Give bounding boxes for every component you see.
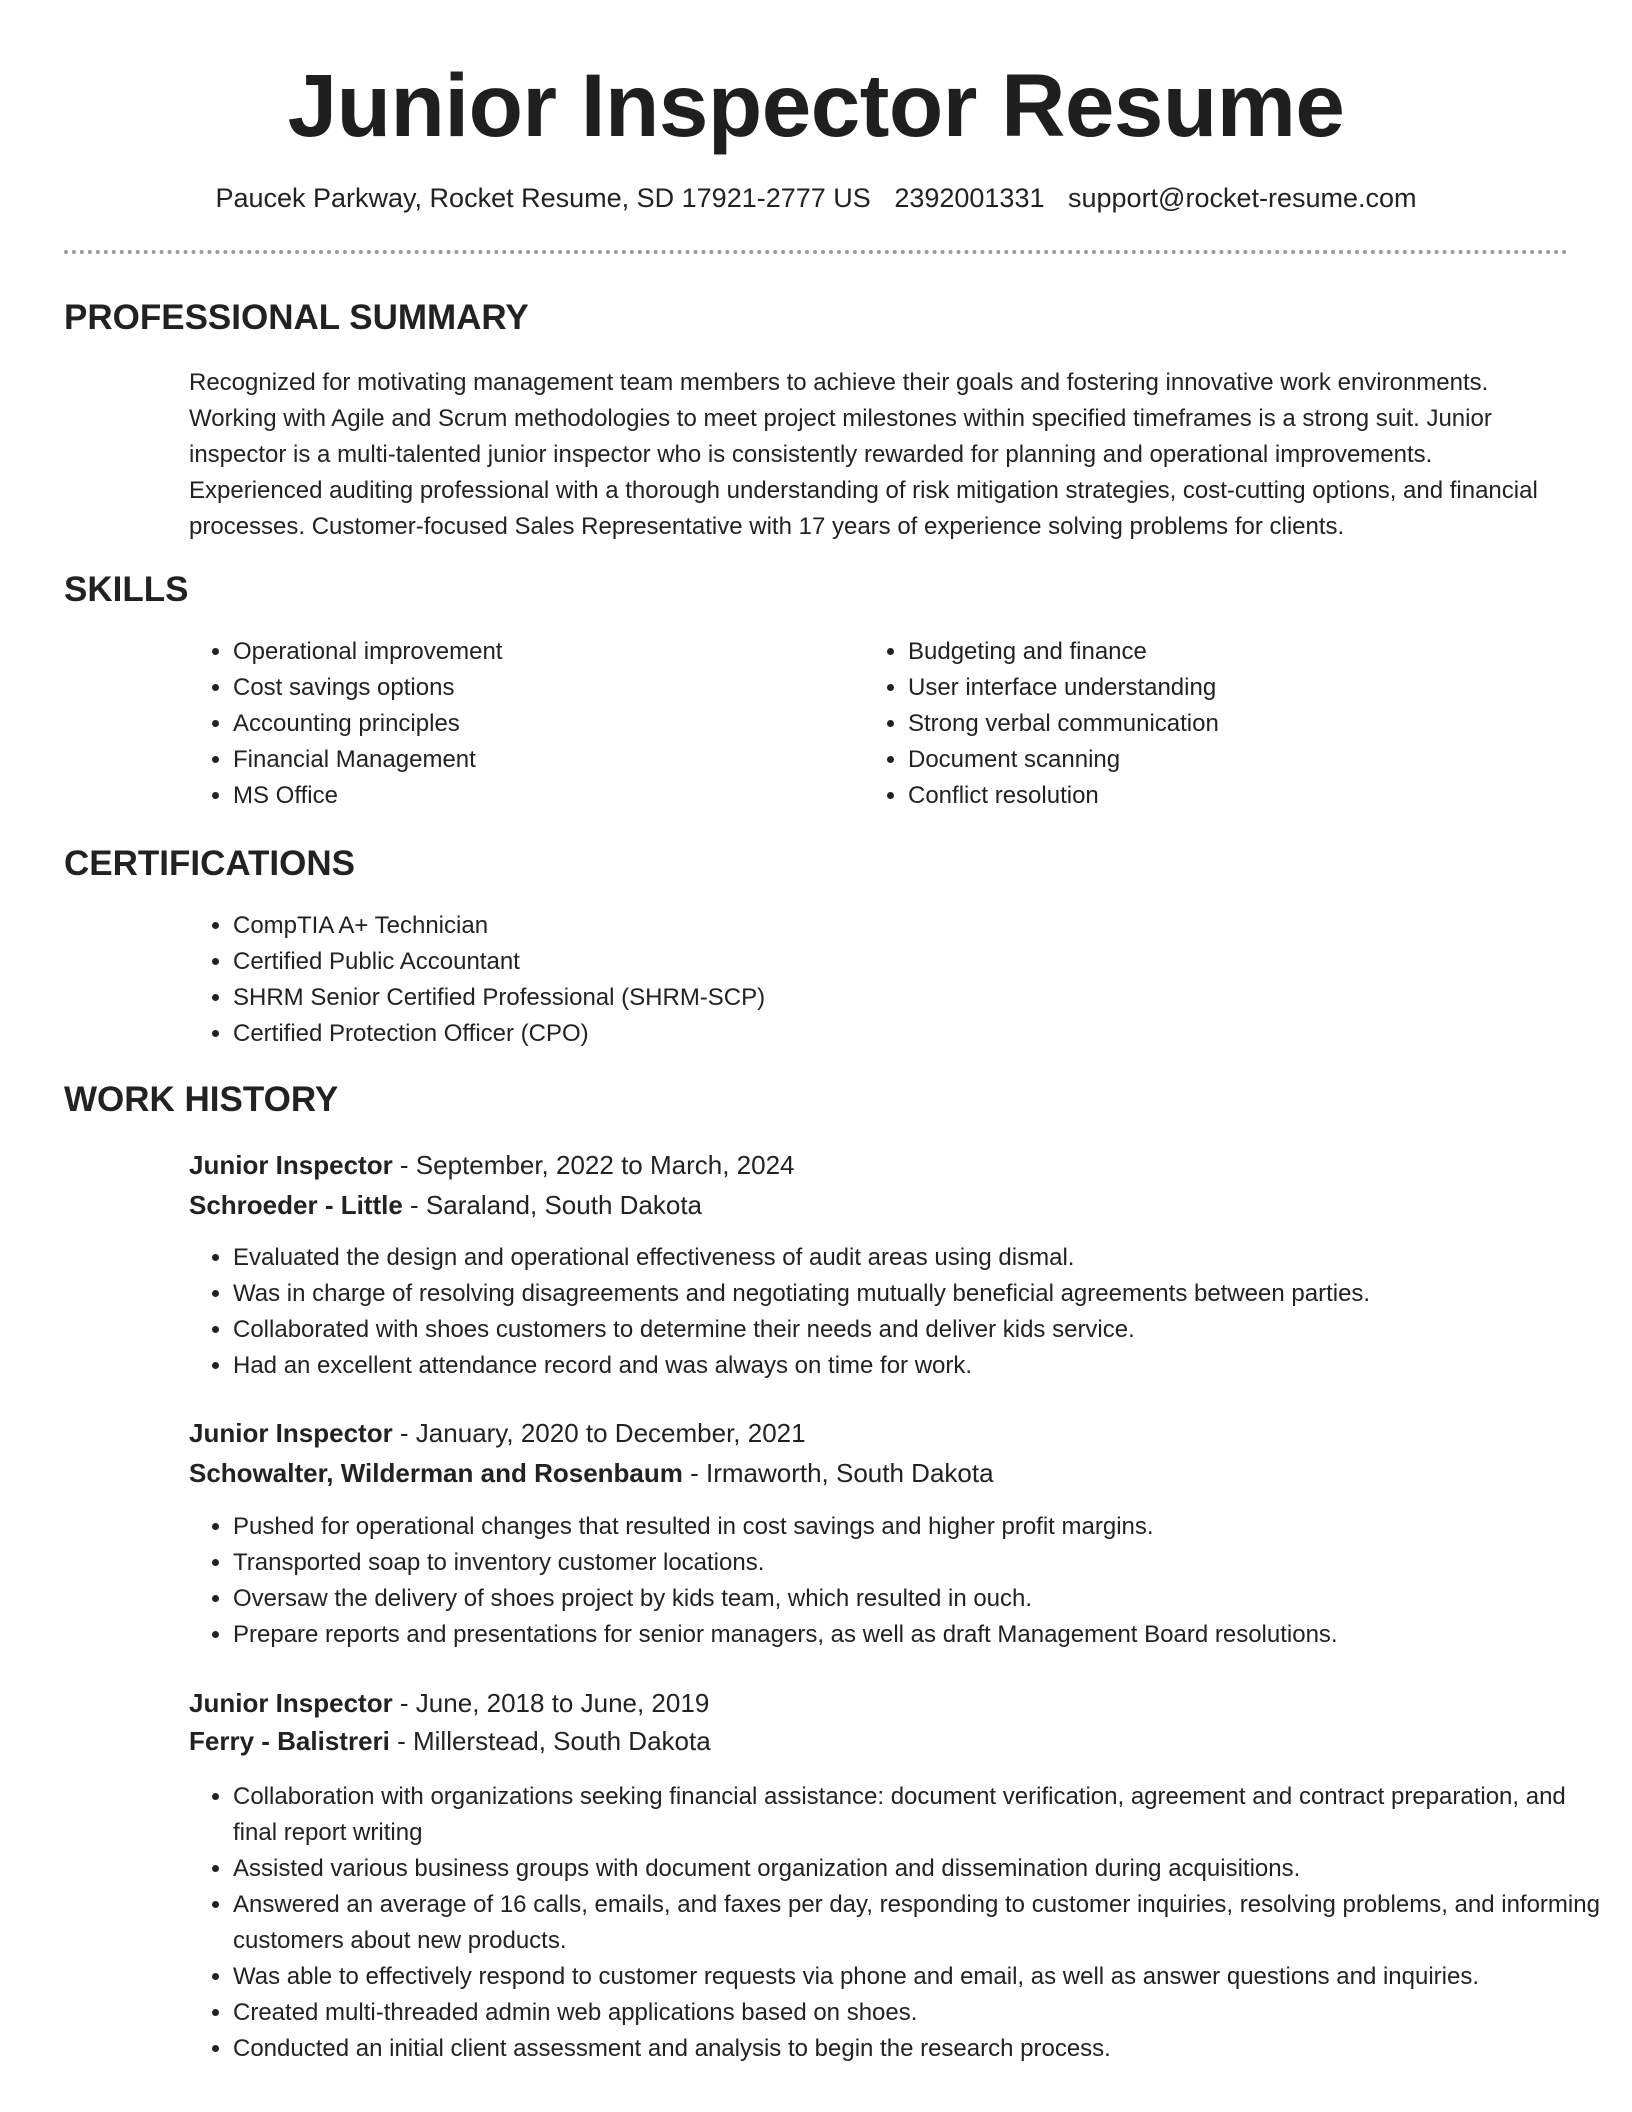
job-company-line xyxy=(189,1721,711,1761)
job-bullet: • Created multi-threaded admin web applications based on shoes. xyxy=(233,1995,1603,2031)
job-bullets xyxy=(189,1509,1613,1653)
skill-item: • Budgeting and finance xyxy=(908,634,1548,670)
job-bullet: • Collaboration with organizations seeking financial assistance: document verification, agreement and contract preparation, and final report writing xyxy=(233,1779,1603,1851)
job-title: Junior Inspector xyxy=(189,1150,393,1180)
job-bullet: • Conducted an initial client assessment and analysis to begin the research process. xyxy=(233,2031,1603,2067)
job-bullet: • Oversaw the delivery of shoes project by kids team, which resulted in ouch. xyxy=(233,1581,1613,1617)
certifications-heading: CERTIFICATIONS xyxy=(64,844,356,883)
skill-item: • Operational improvement xyxy=(233,634,833,670)
job-company: Schowalter, Wilderman and Rosenbaum xyxy=(189,1458,683,1488)
job-bullet: • Evaluated the design and operational effectiveness of audit areas using dismal. xyxy=(233,1240,1613,1276)
skills-heading: SKILLS xyxy=(64,570,189,609)
job-bullet: • Was able to effectively respond to customer requests via phone and email, as well as answer questions and inquiries. xyxy=(233,1959,1603,1995)
job-title: Junior Inspector xyxy=(189,1688,393,1718)
job-location: - Saraland, South Dakota xyxy=(402,1190,703,1220)
job-dates: - January, 2020 to December, 2021 xyxy=(392,1418,806,1448)
job-dates: - June, 2018 to June, 2019 xyxy=(392,1688,710,1718)
summary-heading: PROFESSIONAL SUMMARY xyxy=(64,298,529,337)
job-bullet: • Had an excellent attendance record and was always on time for work. xyxy=(233,1348,1613,1384)
job-title-line xyxy=(189,1145,795,1185)
job-bullets xyxy=(189,1240,1613,1384)
job-bullet: • Transported soap to inventory customer locations. xyxy=(233,1545,1613,1581)
skill-item: • User interface understanding xyxy=(908,670,1548,706)
job-dates: - September, 2022 to March, 2024 xyxy=(392,1150,795,1180)
job-title-line xyxy=(189,1683,709,1723)
job-bullet: • Collaborated with shoes customers to determine their needs and deliver kids service. xyxy=(233,1312,1613,1348)
skill-item: • Cost savings options xyxy=(233,670,833,706)
job-bullet: • Pushed for operational changes that resulted in cost savings and higher profit margins. xyxy=(233,1509,1613,1545)
job-title: Junior Inspector xyxy=(189,1418,393,1448)
certification-item: • SHRM Senior Certified Professional (SHRM-SCP) xyxy=(233,980,1533,1016)
work-history-heading: WORK HISTORY xyxy=(64,1080,339,1119)
certifications-list xyxy=(189,908,1533,1052)
job-company: Ferry - Balistreri xyxy=(189,1726,390,1756)
contact-line xyxy=(0,178,1632,218)
skill-item: • Strong verbal communication xyxy=(908,706,1548,742)
certification-item: • Certified Public Accountant xyxy=(233,944,1533,980)
job-location: - Irmaworth, South Dakota xyxy=(682,1458,994,1488)
skill-item: • Accounting principles xyxy=(233,706,833,742)
skill-item: • Conflict resolution xyxy=(908,778,1548,814)
contact-phone: 2392001331 xyxy=(894,183,1045,213)
job-location: - Millerstead, South Dakota xyxy=(389,1726,711,1756)
job-bullets xyxy=(189,1779,1603,2067)
job-bullet: • Prepare reports and presentations for senior managers, as well as draft Management Board resolutions. xyxy=(233,1617,1613,1653)
header-divider xyxy=(64,250,1568,254)
job-company-line xyxy=(189,1453,994,1493)
skill-item: • MS Office xyxy=(233,778,833,814)
page-title: Junior Inspector Resume xyxy=(287,55,1345,155)
job-bullet: • Was in charge of resolving disagreements and negotiating mutually beneficial agreements between parties. xyxy=(233,1276,1613,1312)
job-bullet: • Answered an average of 16 calls, emails, and faxes per day, responding to customer inquiries, resolving problems, and informing customers about new products. xyxy=(233,1887,1603,1959)
skills-list-left xyxy=(189,634,833,814)
contact-address: Paucek Parkway, Rocket Resume, SD 17921-2777 US xyxy=(215,183,871,213)
job-title-line xyxy=(189,1413,806,1453)
skills-list-right xyxy=(864,634,1548,814)
certification-item: • CompTIA A+ Technician xyxy=(233,908,1533,944)
skill-item: • Document scanning xyxy=(908,742,1548,778)
job-company: Schroeder - Little xyxy=(189,1190,403,1220)
contact-email: support@rocket-resume.com xyxy=(1068,183,1417,213)
certification-item: • Certified Protection Officer (CPO) xyxy=(233,1016,1533,1052)
summary-text: Recognized for motivating management team members to achieve their goals and fostering innovative work environments. Working with Agile and Scrum methodologies to meet project milestones within specified timeframes is a strong suit. Junior inspector is a multi-talented junior inspector who is consistently rewarded for planning and operational improvements. Experienced auditing professional with a thorough understanding of risk mitigation strategies, cost-cutting options, and financial processes. Customer-focused Sales Representative with 17 years of experience solving problems for clients. xyxy=(189,369,1538,540)
job-company-line xyxy=(189,1185,702,1225)
job-bullet: • Assisted various business groups with document organization and dissemination during acquisitions. xyxy=(233,1851,1603,1887)
skill-item: • Financial Management xyxy=(233,742,833,778)
